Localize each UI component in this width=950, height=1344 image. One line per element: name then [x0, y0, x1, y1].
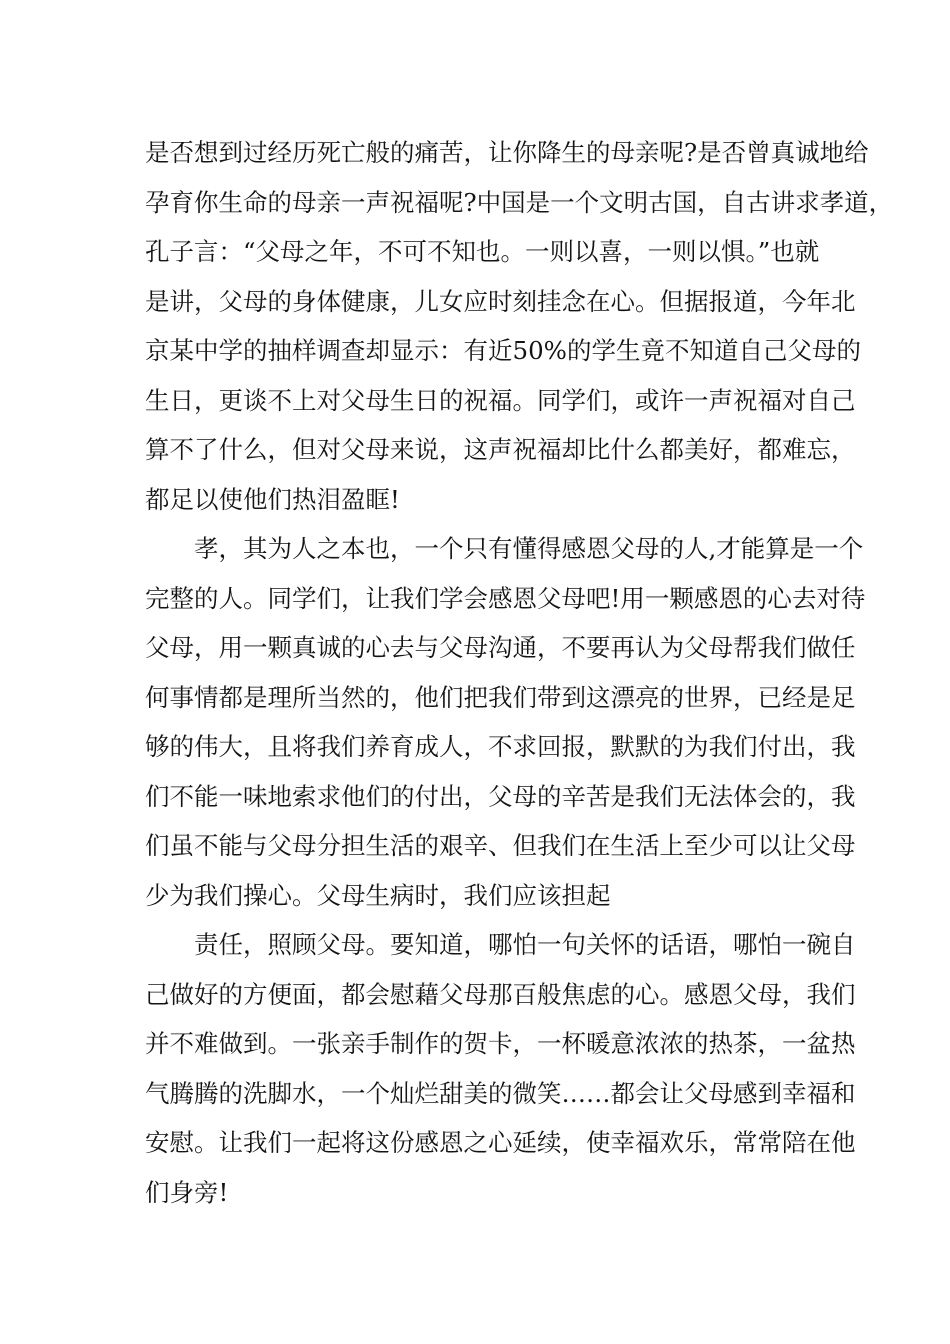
text-line: 并不难做到。一张亲手制作的贺卡，一杯暖意浓浓的热茶，一盆热 [145, 1029, 856, 1058]
text-line: 完整的人。同学们，让我们学会感恩父母吧!用一颗感恩的心去对待 [145, 583, 866, 613]
text-line: 安慰。让我们一起将这份感恩之心延续，使幸福欢乐，常常陪在他 [145, 1128, 856, 1157]
text-line: 孕育你生命的母亲一声祝福呢?中国是一个文明古国，自古讲求孝道， [145, 187, 894, 217]
text-line: 己做好的方便面，都会慰藉父母那百般焦虑的心。感恩父母，我们 [145, 979, 856, 1009]
text-line: 父母，用一颗真诚的心去与父母沟通，不要再认为父母帮我们做任 [145, 633, 856, 662]
text-line: 们不能一味地索求他们的付出，父母的辛苦是我们无法体会的，我 [145, 781, 856, 811]
text-line: 京某中学的抽样调查却显示：有近50%的学生竟不知道自己父母的 [145, 336, 861, 365]
paragraph-1 [145, 128, 894, 524]
text-line: 算不了什么，但对父母来说，这声祝福却比什么都美好，都难忘， [145, 435, 856, 464]
text-line: 何事情都是理所当然的，他们把我们带到这漂亮的世界，已经是足 [145, 682, 856, 712]
text-line: 孔子言：“父母之年，不可不知也。一则以喜，一则以惧。”也就 [145, 237, 820, 266]
text-line: 生日，更谈不上对父母生日的祝福。同学们，或许一声祝福对自己 [145, 385, 856, 415]
text-line: 是讲，父母的身体健康，儿女应时刻挂念在心。但据报道，今年北 [145, 286, 856, 316]
text-line: 孝，其为人之本也，一个只有懂得感恩父母的人,才能算是一个 [194, 534, 864, 563]
paragraph-3 [145, 920, 856, 1217]
text-line: 们身旁! [145, 1177, 229, 1207]
text-line: 是否想到过经历死亡般的痛苦，让你降生的母亲呢?是否曾真诚地给 [145, 138, 869, 167]
paragraph-2 [145, 524, 866, 920]
text-line: 们虽不能与父母分担生活的艰辛、但我们在生活上至少可以让父母 [145, 831, 856, 860]
text-line: 都足以使他们热泪盈眶! [145, 484, 400, 514]
text-line: 少为我们操心。父母生病时，我们应该担起 [145, 880, 611, 910]
text-line: 够的伟大，且将我们养育成人，不求回报，默默的为我们付出，我 [145, 732, 856, 761]
text-line: 气腾腾的洗脚水，一个灿烂甜美的微笑……都会让父母感到幸福和 [145, 1078, 856, 1108]
text-line: 责任，照顾父母。要知道，哪怕一句关怀的话语，哪怕一碗自 [194, 930, 856, 959]
document-body [145, 128, 894, 1217]
